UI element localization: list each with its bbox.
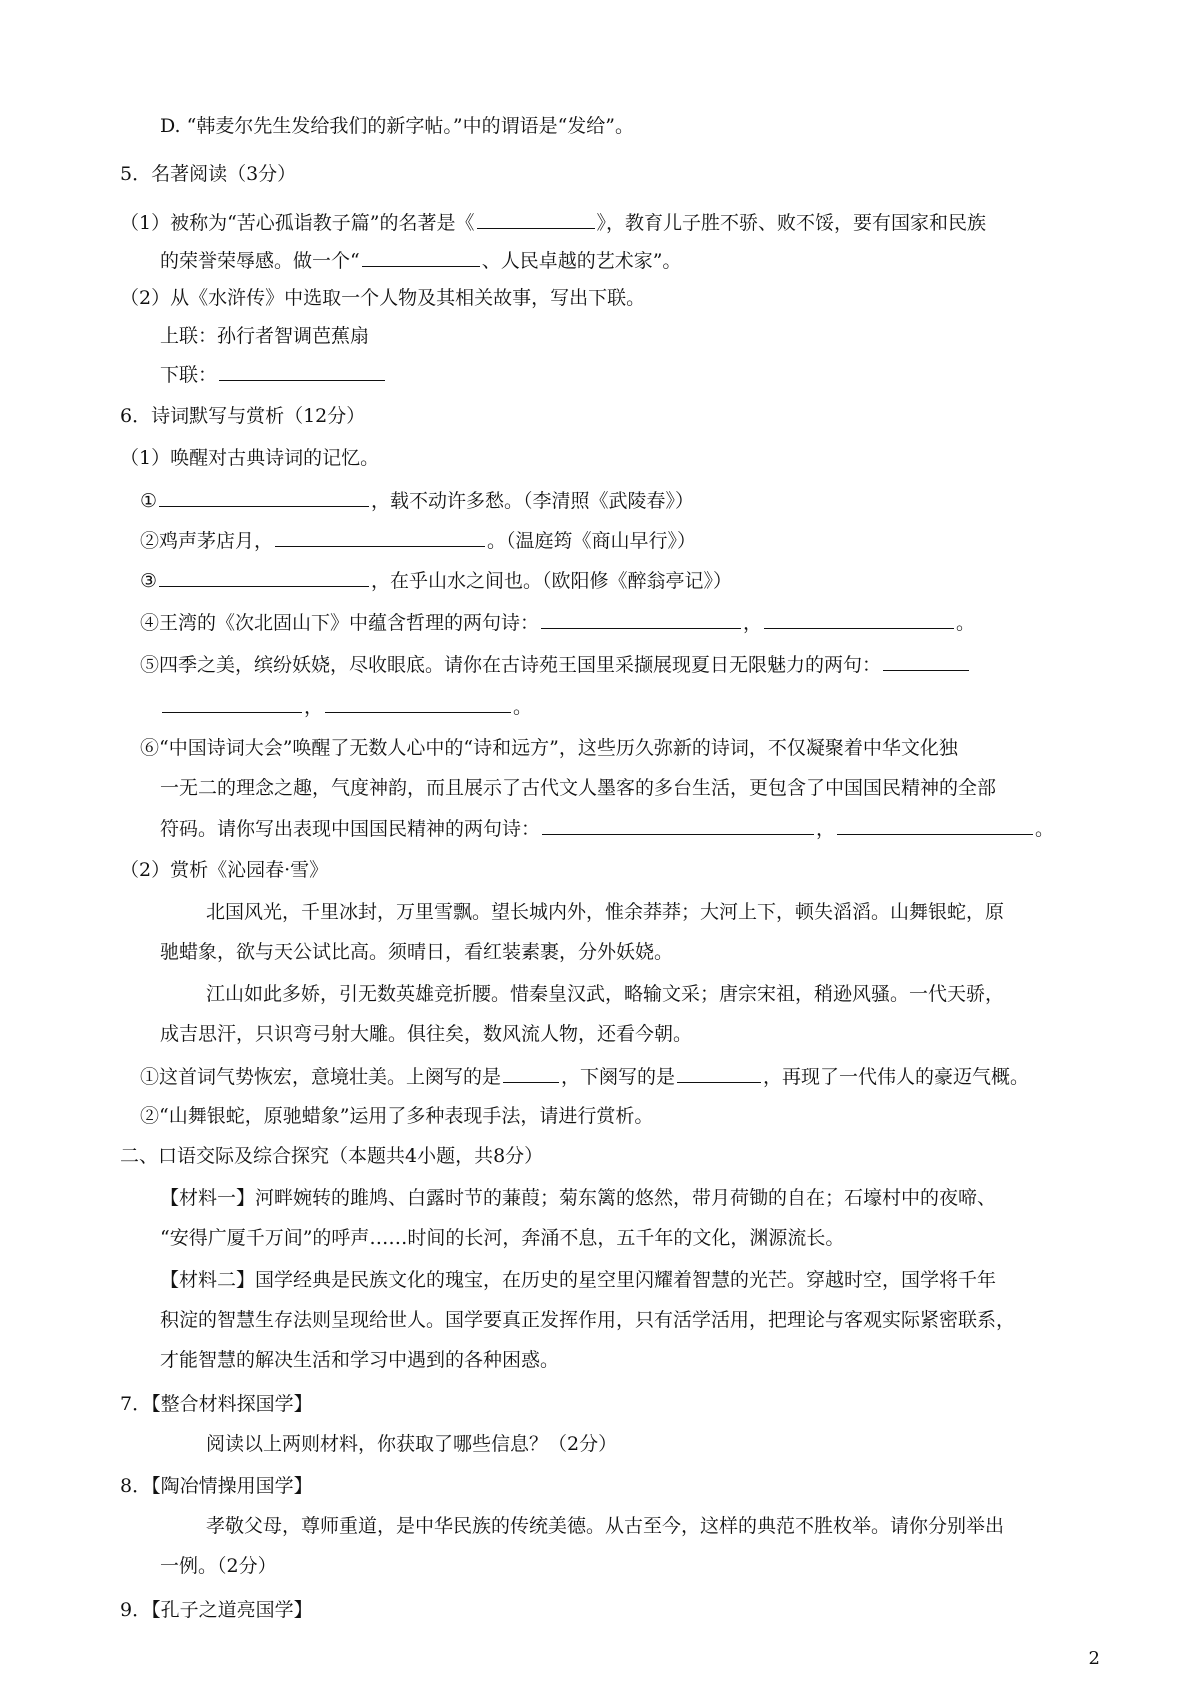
- text: 9．【孔子之道亮国学】: [120, 1599, 313, 1621]
- text: ，再现了一代伟人的豪迈气概。: [763, 1066, 1030, 1088]
- text: 一例。（2分）: [160, 1555, 277, 1577]
- text: 6．诗词默写与赏析（12分）: [120, 405, 366, 427]
- question-7-heading: [120, 1392, 313, 1416]
- poem-item-5-cont: [160, 694, 532, 719]
- poem-item-5: [140, 652, 971, 677]
- answer-blank[interactable]: [541, 610, 741, 629]
- option-d: [160, 114, 634, 138]
- answer-blank[interactable]: [477, 210, 595, 229]
- poem-text-line3: [206, 982, 1004, 1006]
- text: 5．名著阅读（3分）: [120, 163, 297, 185]
- text: ③: [140, 570, 158, 592]
- text: ⑥“中国诗词大会”唤醒了无数人心中的“诗和远方”，这些历久弥新的诗词，不仅凝聚着中华文化独: [140, 737, 958, 759]
- text: 【材料二】国学经典是民族文化的瑰宝，在历史的星空里闪耀着智慧的光芒。穿越时空，国学将千年: [160, 1269, 997, 1291]
- text: 》，教育儿子胜不骄、败不馁，要有国家和民族: [596, 212, 987, 234]
- material-2-line3: [160, 1348, 559, 1372]
- answer-blank[interactable]: [764, 610, 954, 629]
- text: 【材料一】河畔婉转的雎鸠、白露时节的蒹葭；菊东篱的悠然，带月荷锄的自在；石壕村中的夜啼、: [160, 1187, 997, 1209]
- poem-item-4: [140, 610, 975, 635]
- answer-blank[interactable]: [677, 1064, 761, 1083]
- answer-blank[interactable]: [219, 362, 385, 381]
- text: 一无二的理念之趣，气度神韵，而且展示了古代文人墨客的多台生活，更包含了中国国民精神的全部: [160, 777, 997, 799]
- question-9-heading: [120, 1598, 313, 1622]
- q6-part1: [120, 446, 379, 470]
- text: ②鸡声茅店月，: [140, 530, 274, 552]
- text: 北国风光，千里冰封，万里雪飘。望长城内外，惟余莽莽；大河上下，顿失滔滔。山舞银蛇，原: [206, 901, 1005, 923]
- material-2-line2: [160, 1308, 1015, 1332]
- text: D. “韩麦尔先生发给我们的新字帖。”中的谓语是“发给”。: [160, 115, 634, 137]
- text: 孝敬父母，尊师重道，是中华民族的传统美德。从古至今，这样的典范不胜枚举。请你分别举出: [206, 1515, 1005, 1537]
- text: 下联：: [160, 364, 218, 386]
- question-7-text: [206, 1432, 617, 1456]
- poem-text-line1: [206, 900, 1004, 924]
- question-8-heading: [120, 1474, 313, 1498]
- text: ②“山舞银蛇，原驰蜡象”运用了多种表现手法，请进行赏析。: [140, 1105, 654, 1127]
- text: 积淀的智慧生存法则呈现给世人。国学要真正发挥作用，只有活学活用，把理论与客观实际紧密联系，: [160, 1309, 1016, 1331]
- text: 。: [956, 612, 976, 634]
- text: 。（温庭筠《商山早行》）: [487, 530, 697, 552]
- poem-text-line2: [160, 940, 673, 964]
- poem-item-6-line3: [160, 816, 1054, 841]
- text: 7．【整合材料探国学】: [120, 1393, 313, 1415]
- answer-blank[interactable]: [837, 816, 1033, 835]
- question-8-text-line1: [206, 1514, 1004, 1538]
- upper-couplet: [160, 324, 369, 348]
- answer-blank[interactable]: [362, 248, 480, 267]
- answer-blank[interactable]: [162, 694, 302, 713]
- material-1-line1: [160, 1186, 996, 1210]
- text: ④王湾的《次北固山下》中蕴含哲理的两句诗：: [140, 612, 540, 634]
- lower-couplet: [160, 362, 387, 387]
- answer-blank[interactable]: [542, 816, 814, 835]
- text: 符码。请你写出表现中国国民精神的两句诗：: [160, 818, 541, 840]
- text: 。: [513, 696, 533, 718]
- text: 、人民卓越的艺术家”。: [481, 250, 682, 272]
- text: 8．【陶冶情操用国学】: [120, 1475, 313, 1497]
- answer-blank[interactable]: [325, 694, 511, 713]
- text: ，载不动许多愁。（李清照《武陵春》）: [371, 490, 695, 512]
- q5-part1-line1: [120, 210, 986, 235]
- q5-part2: [120, 286, 645, 310]
- material-2-line1: [160, 1268, 996, 1292]
- text: 的荣誉荣辱感。做一个“: [160, 250, 360, 272]
- text: （1）被称为“苦心孤诣教子篇”的名著是《: [120, 212, 475, 234]
- text: ，下阕写的是: [561, 1066, 676, 1088]
- answer-blank[interactable]: [883, 652, 969, 671]
- poem-analysis-2: [140, 1104, 653, 1128]
- text: ，: [816, 818, 836, 840]
- question-8-text-line2: [160, 1554, 277, 1578]
- text: （2）从《水浒传》中选取一个人物及其相关故事，写出下联。: [120, 287, 646, 309]
- q5-part1-line2: [160, 248, 681, 273]
- material-1-line2: [160, 1226, 844, 1250]
- text: 。: [1035, 818, 1055, 840]
- text: ，: [304, 696, 324, 718]
- poem-item-1: [140, 488, 694, 513]
- answer-blank[interactable]: [159, 568, 369, 587]
- answer-blank[interactable]: [275, 528, 485, 547]
- text: “安得广厦千万间”的呼声……时间的长河，奔涌不息，五千年的文化，渊源流长。: [160, 1227, 845, 1249]
- text: ①这首词气势恢宏，意境壮美。上阕写的是: [140, 1066, 502, 1088]
- answer-blank[interactable]: [159, 488, 369, 507]
- text: ⑤四季之美，缤纷妖娆，尽收眼底。请你在古诗苑王国里采撷展现夏日无限魅力的两句：: [140, 654, 882, 676]
- text: （2）赏析《沁园春·雪》: [120, 859, 329, 881]
- poem-item-3: [140, 568, 732, 593]
- text: 阅读以上两则材料，你获取了哪些信息？（2分）: [206, 1433, 618, 1455]
- text: ，: [743, 612, 763, 634]
- text: 才能智慧的解决生活和学习中遇到的各种困惑。: [160, 1349, 560, 1371]
- poem-item-2: [140, 528, 696, 553]
- question-5-heading: [120, 162, 296, 186]
- page-number: 2: [1088, 1648, 1100, 1669]
- text: ①: [140, 490, 158, 512]
- poem-text-line4: [160, 1022, 692, 1046]
- text: 成吉思汗，只识弯弓射大雕。俱往矣，数风流人物，还看今朝。: [160, 1023, 693, 1045]
- text: ，在乎山水之间也。（欧阳修《醉翁亭记》）: [371, 570, 733, 592]
- text: 驰蜡象，欲与天公试比高。须晴日，看红装素裹，分外妖娆。: [160, 941, 674, 963]
- section-2-heading: [120, 1144, 543, 1168]
- q6-part2: [120, 858, 328, 882]
- poem-item-6-line1: [140, 736, 958, 760]
- text: 江山如此多娇，引无数英雄竞折腰。惜秦皇汉武，略输文采；唐宗宋祖，稍逊风骚。一代天骄，: [206, 983, 1005, 1005]
- poem-analysis-1: [140, 1064, 1029, 1089]
- text: 上联：孙行者智调芭蕉扇: [160, 325, 370, 347]
- text: 二、口语交际及综合探究（本题共4小题，共8分）: [120, 1145, 544, 1167]
- question-6-heading: [120, 404, 365, 428]
- text: （1）唤醒对古典诗词的记忆。: [120, 447, 380, 469]
- poem-item-6-line2: [160, 776, 996, 800]
- answer-blank[interactable]: [503, 1064, 559, 1083]
